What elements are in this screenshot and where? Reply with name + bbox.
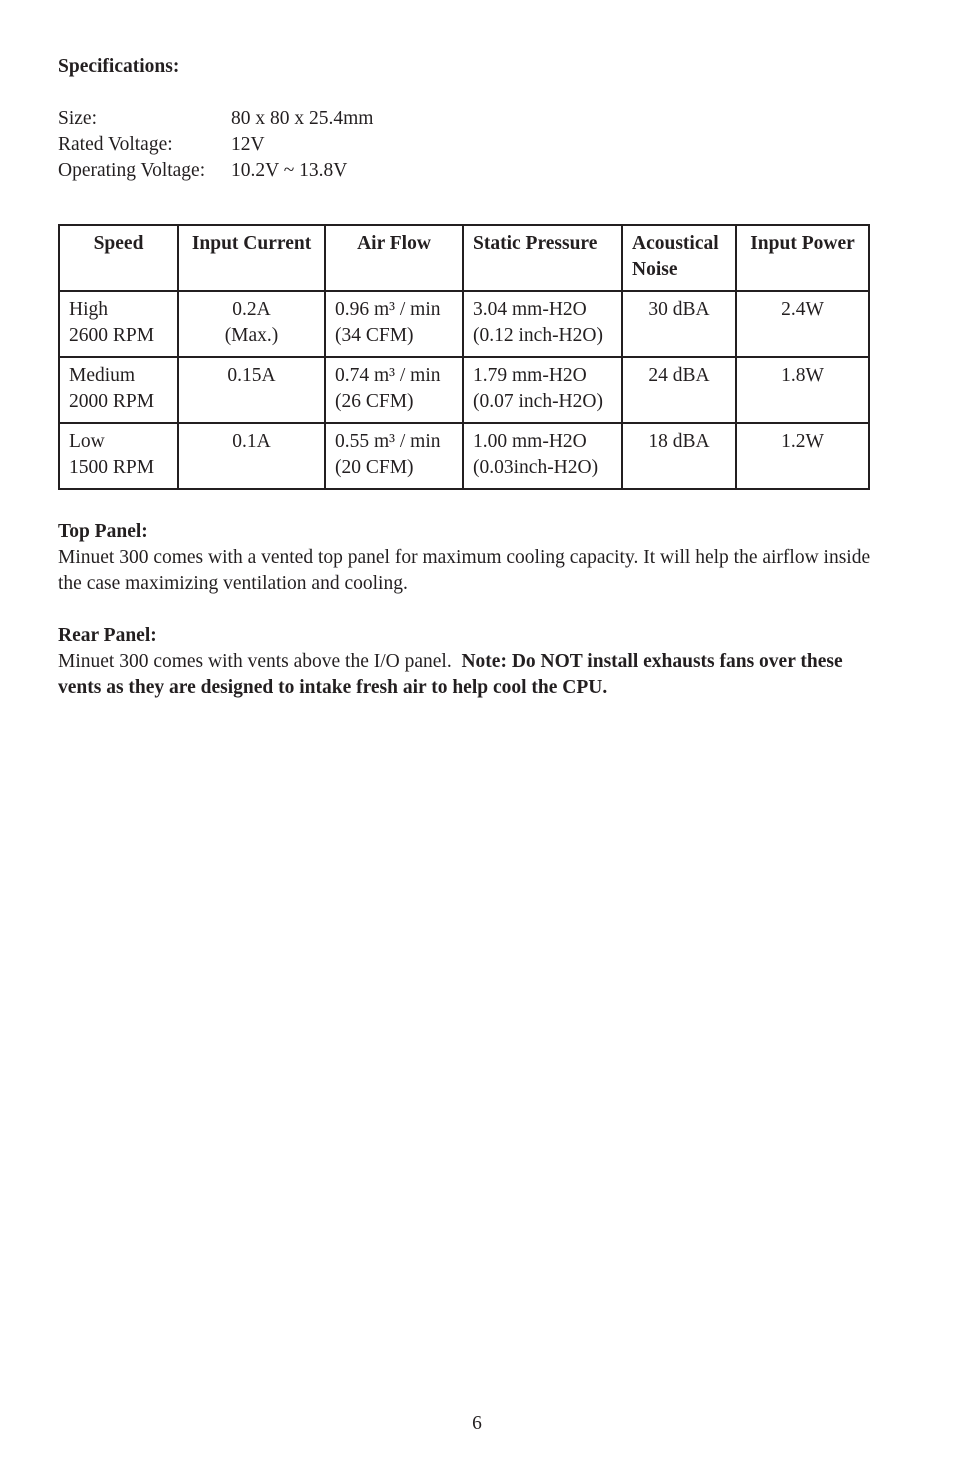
cell-speed: [59, 357, 178, 423]
top-panel-body: Minuet 300 comes with a vented top panel for maximum cooling capacity. It will help the airflow inside the case maximizing ventilation and cooling.: [58, 547, 871, 594]
table-row: [59, 291, 869, 357]
cell-air-flow: [325, 357, 463, 423]
fan-specification-table: [58, 224, 870, 490]
cell-input-power: 2.4W: [736, 291, 869, 357]
header-input-power: Input Power: [736, 225, 869, 291]
specifications-heading: Specifications:: [58, 56, 180, 77]
page-number: 6: [472, 1413, 482, 1434]
specifications-list: [58, 106, 373, 184]
rear-panel-paragraph: [58, 649, 888, 701]
table-row: [59, 423, 869, 489]
air-flow-cfm: (20 CFM): [335, 457, 414, 478]
air-flow-metric: 0.55 m³ / min: [335, 431, 441, 452]
spec-label: Rated Voltage:: [58, 134, 173, 155]
table-row: [59, 357, 869, 423]
cell-noise: 18 dBA: [622, 423, 736, 489]
header-input-current: Input Current: [178, 225, 325, 291]
header-acoustical-noise: Acoustical Noise: [622, 225, 736, 291]
spec-value: 12V: [231, 134, 265, 155]
pressure-inch: (0.12 inch-H2O): [473, 325, 603, 346]
cell-static-pressure: [463, 291, 622, 357]
spec-row-size: [58, 106, 373, 132]
spec-label: Operating Voltage:: [58, 160, 206, 181]
header-static-pressure: Static Pressure: [463, 225, 622, 291]
current-value: 0.15A: [227, 365, 276, 386]
cell-static-pressure: [463, 357, 622, 423]
table-header-row: [59, 225, 869, 291]
header-speed: Speed: [59, 225, 178, 291]
top-panel-heading: Top Panel:: [58, 521, 148, 542]
rear-panel-body: Minuet 300 comes with vents above the I/O panel.: [58, 651, 452, 672]
rear-panel-heading: Rear Panel:: [58, 625, 157, 646]
current-value: 0.2A: [232, 299, 271, 320]
cell-noise: 30 dBA: [622, 291, 736, 357]
spec-value: 10.2V ~ 13.8V: [231, 160, 348, 181]
spec-row-rated-voltage: [58, 132, 373, 158]
air-flow-cfm: (34 CFM): [335, 325, 414, 346]
speed-level: Medium: [69, 365, 136, 386]
pressure-inch: (0.07 inch-H2O): [473, 391, 603, 412]
speed-rpm: 2000 RPM: [69, 391, 155, 412]
cell-static-pressure: [463, 423, 622, 489]
pressure-mm: 3.04 mm-H2O: [473, 299, 587, 320]
speed-rpm: 1500 RPM: [69, 457, 155, 478]
air-flow-metric: 0.74 m³ / min: [335, 365, 441, 386]
cell-noise: 24 dBA: [622, 357, 736, 423]
pressure-mm: 1.79 mm-H2O: [473, 365, 587, 386]
header-air-flow: Air Flow: [325, 225, 463, 291]
cell-input-power: 1.2W: [736, 423, 869, 489]
cell-input-current: [178, 423, 325, 489]
cell-speed: [59, 291, 178, 357]
cell-input-current: [178, 291, 325, 357]
spec-row-operating-voltage: [58, 158, 373, 184]
spec-label: Size:: [58, 108, 97, 129]
cell-input-power: 1.8W: [736, 357, 869, 423]
current-value: 0.1A: [232, 431, 271, 452]
spec-value: 80 x 80 x 25.4mm: [231, 108, 374, 129]
pressure-inch: (0.03inch-H2O): [473, 457, 599, 478]
air-flow-metric: 0.96 m³ / min: [335, 299, 441, 320]
pressure-mm: 1.00 mm-H2O: [473, 431, 587, 452]
rear-panel-note: Note: Do NOT install exhausts fans over these vents as they are designed to intake fresh air to help cool the CPU.: [58, 651, 843, 698]
air-flow-cfm: (26 CFM): [335, 391, 414, 412]
cell-air-flow: [325, 291, 463, 357]
cell-air-flow: [325, 423, 463, 489]
cell-input-current: [178, 357, 325, 423]
current-note: (Max.): [224, 325, 279, 346]
speed-rpm: 2600 RPM: [69, 325, 155, 346]
cell-speed: [59, 423, 178, 489]
speed-level: High: [69, 299, 108, 320]
speed-level: Low: [69, 431, 105, 452]
